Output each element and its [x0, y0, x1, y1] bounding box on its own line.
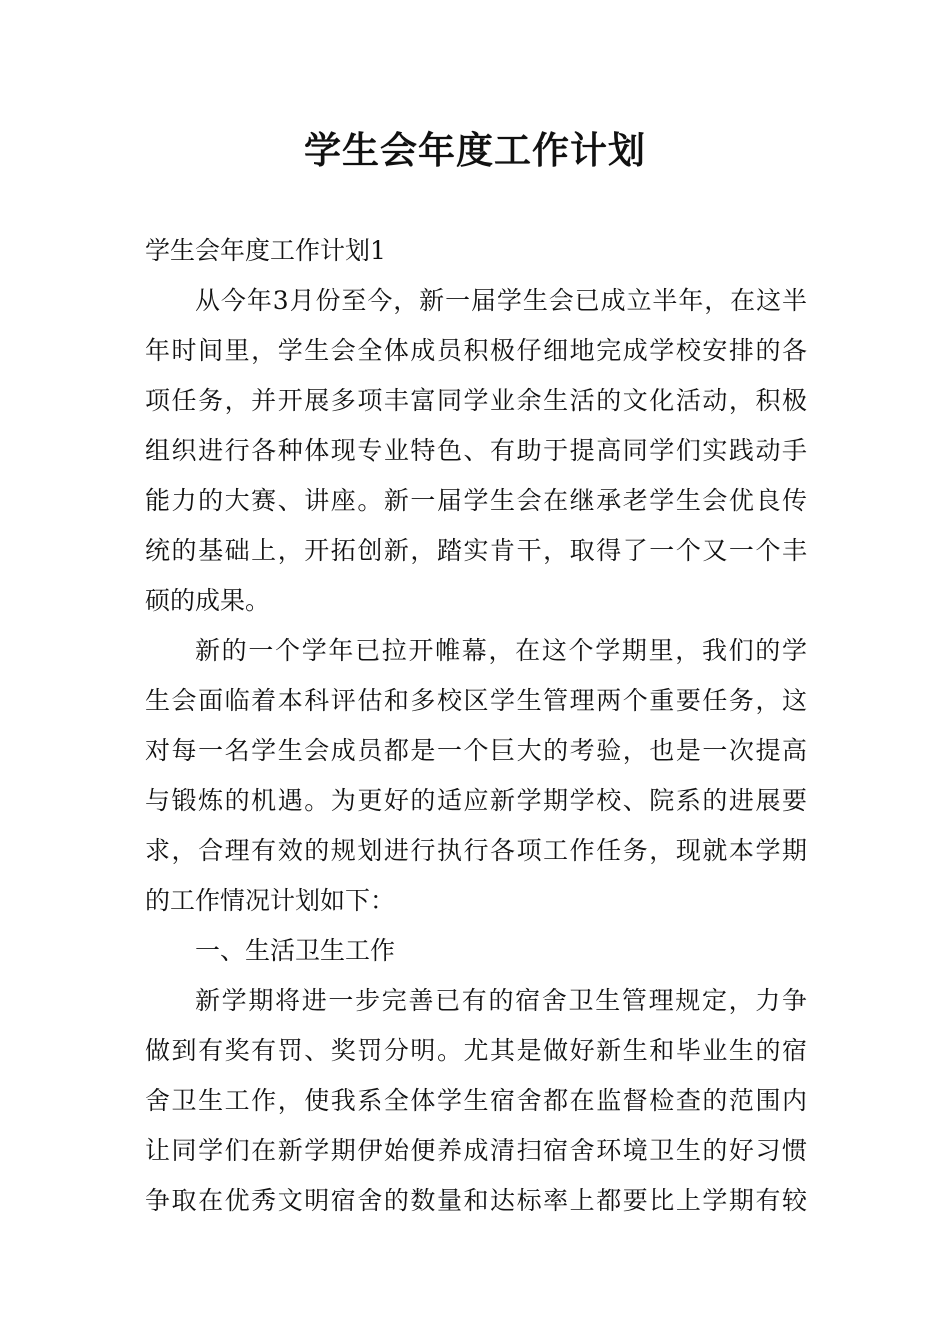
text-line: 项任务，并开展多项丰富同学业余生活的文化活动，积极: [145, 386, 807, 415]
text-line: 一、生活卫生工作: [195, 936, 396, 965]
text-line: 硕的成果。: [145, 586, 271, 615]
text-line: 生会面临着本科评估和多校区学生管理两个重要任务，这: [145, 686, 807, 715]
text-line: 能力的大赛、讲座。新一届学生会在继承老学生会优良传: [145, 486, 807, 515]
section-heading: 学生会年度工作计划1: [145, 236, 386, 265]
text-line: 争取在优秀文明宿舍的数量和达标率上都要比上学期有较: [145, 1186, 807, 1215]
text-line: 做到有奖有罚、奖罚分明。尤其是做好新生和毕业生的宿: [145, 1036, 807, 1065]
text-line: 统的基础上，开拓创新，踏实肯干，取得了一个又一个丰: [145, 536, 807, 565]
text-line: 年时间里，学生会全体成员积极仔细地完成学校安排的各: [145, 336, 807, 365]
text-line: 对每一名学生会成员都是一个巨大的考验，也是一次提高: [145, 736, 807, 765]
text-line: 从今年3月份至今，新一届学生会已成立半年，在这半: [195, 286, 807, 315]
text-line: 的工作情况计划如下：: [145, 886, 396, 915]
text-line: 舍卫生工作，使我系全体学生宿舍都在监督检查的范围内: [145, 1086, 807, 1115]
text-line: 新学期将进一步完善已有的宿舍卫生管理规定，力争: [195, 986, 807, 1015]
text-line: 与锻炼的机遇。为更好的适应新学期学校、院系的进展要: [145, 786, 807, 815]
text-line: 组织进行各种体现专业特色、有助于提高同学们实践动手: [145, 436, 807, 465]
text-line: 新的一个学年已拉开帷幕，在这个学期里，我们的学: [195, 636, 807, 665]
document-title: 学生会年度工作计划: [304, 129, 646, 172]
text-line: 让同学们在新学期伊始便养成清扫宿舍环境卫生的好习惯: [145, 1136, 807, 1165]
document-body: [145, 226, 807, 1226]
text-line: 求，合理有效的规划进行执行各项工作任务，现就本学期: [145, 836, 807, 865]
